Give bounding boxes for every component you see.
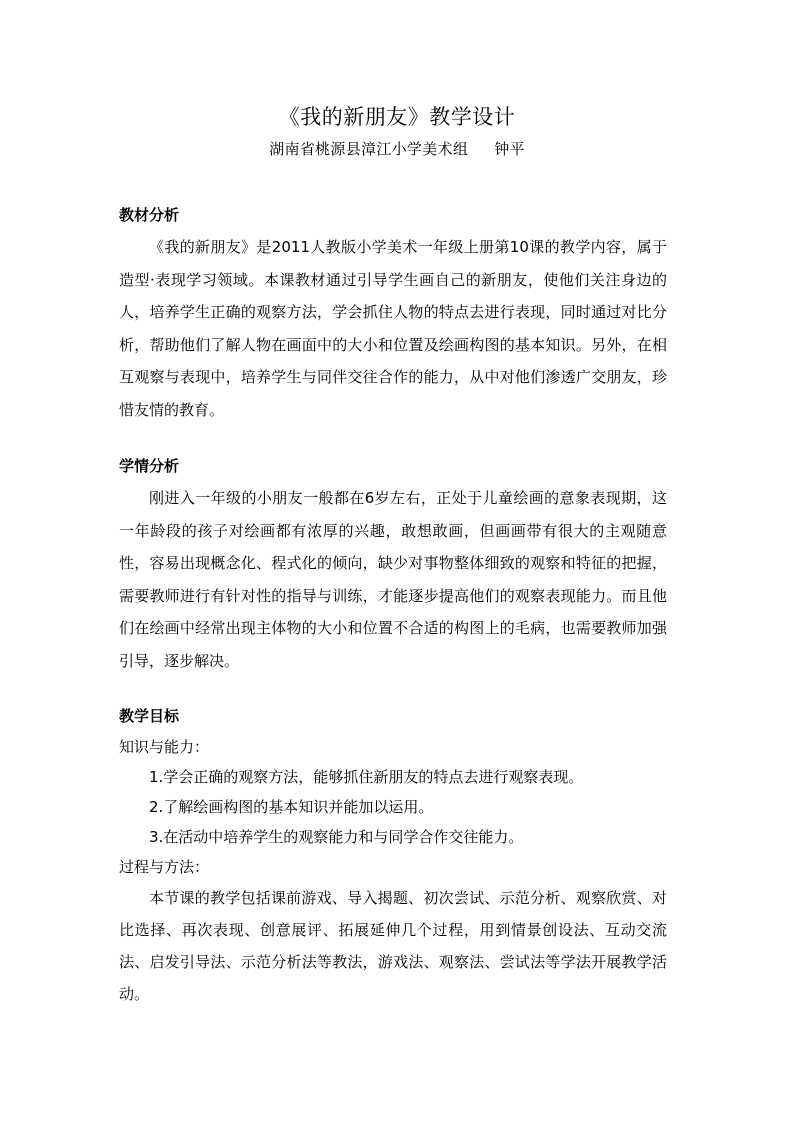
document-subtitle (0, 138, 794, 160)
document-title: 《我的新朋友》教学设计 (278, 105, 516, 129)
section-heading-materials: 教材分析 (119, 206, 180, 224)
section-materials (119, 203, 667, 426)
goal-item-1: 1.学会正确的观察方法，能够抓住新朋友的特点去进行观察表现。 (149, 768, 584, 786)
paragraph-materials: 《我的新朋友》是2011人教版小学美术一年级上册第10课的教学内容，属于造型·表现学习领域。本课教材通过引导学生画自己的新朋友，使他们关注身边的人，培养学生正确的观察方法，学会抓住人物的特点去进行表现，同时通过对比分析，帮助他们了解人物在画面中的大小和位置及绘画构图的基本知识。另外，在相互观察与表现中，培养学生与同伴交往合作的能力，从中对他们渗透广交朋友，珍惜友情的教育。 (119, 238, 667, 419)
paragraph-process: 本节课的教学包括课前游戏、导入揭题、初次尝试、示范分析、观察欣赏、对比选择、再次表现、创意展评、拓展延伸几个过程，用到情景创设法、互动交流法、启发引导法、示范分析法等教法，游戏法、观察法、尝试法等学法开展教学活动。 (119, 889, 667, 1003)
section-heading-students: 学情分析 (119, 457, 180, 475)
author-name: 钟平 (494, 140, 525, 158)
process-label: 过程与方法： (119, 858, 210, 876)
section-students (119, 454, 667, 677)
goal-item-3: 3.在活动中培养学生的观察能力和与同学合作交往能力。 (149, 828, 524, 846)
section-heading-goals: 教学目标 (119, 707, 180, 725)
school-name: 湖南省桃源县漳江小学美术组 (269, 140, 469, 158)
knowledge-label: 知识与能力： (119, 738, 210, 756)
goal-item-2: 2.了解绘画构图的基本知识并能加以运用。 (149, 798, 434, 816)
paragraph-students: 刚进入一年级的小朋友一般都在6岁左右，正处于儿童绘画的意象表现期，这一年龄段的孩子对绘画都有浓厚的兴趣，敢想敢画，但画画带有很大的主观随意性，容易出现概念化、程式化的倾向，缺少对事物整体细致的观察和特征的把握，需要教师进行有针对性的指导与训练，才能逐步提高他们的观察表现能力。而且他们在绘画中经常出现主体物的大小和位置不合适的构图上的毛病，也需要教师加强引导，逐步解决。 (119, 489, 667, 670)
section-goals (119, 704, 667, 1010)
